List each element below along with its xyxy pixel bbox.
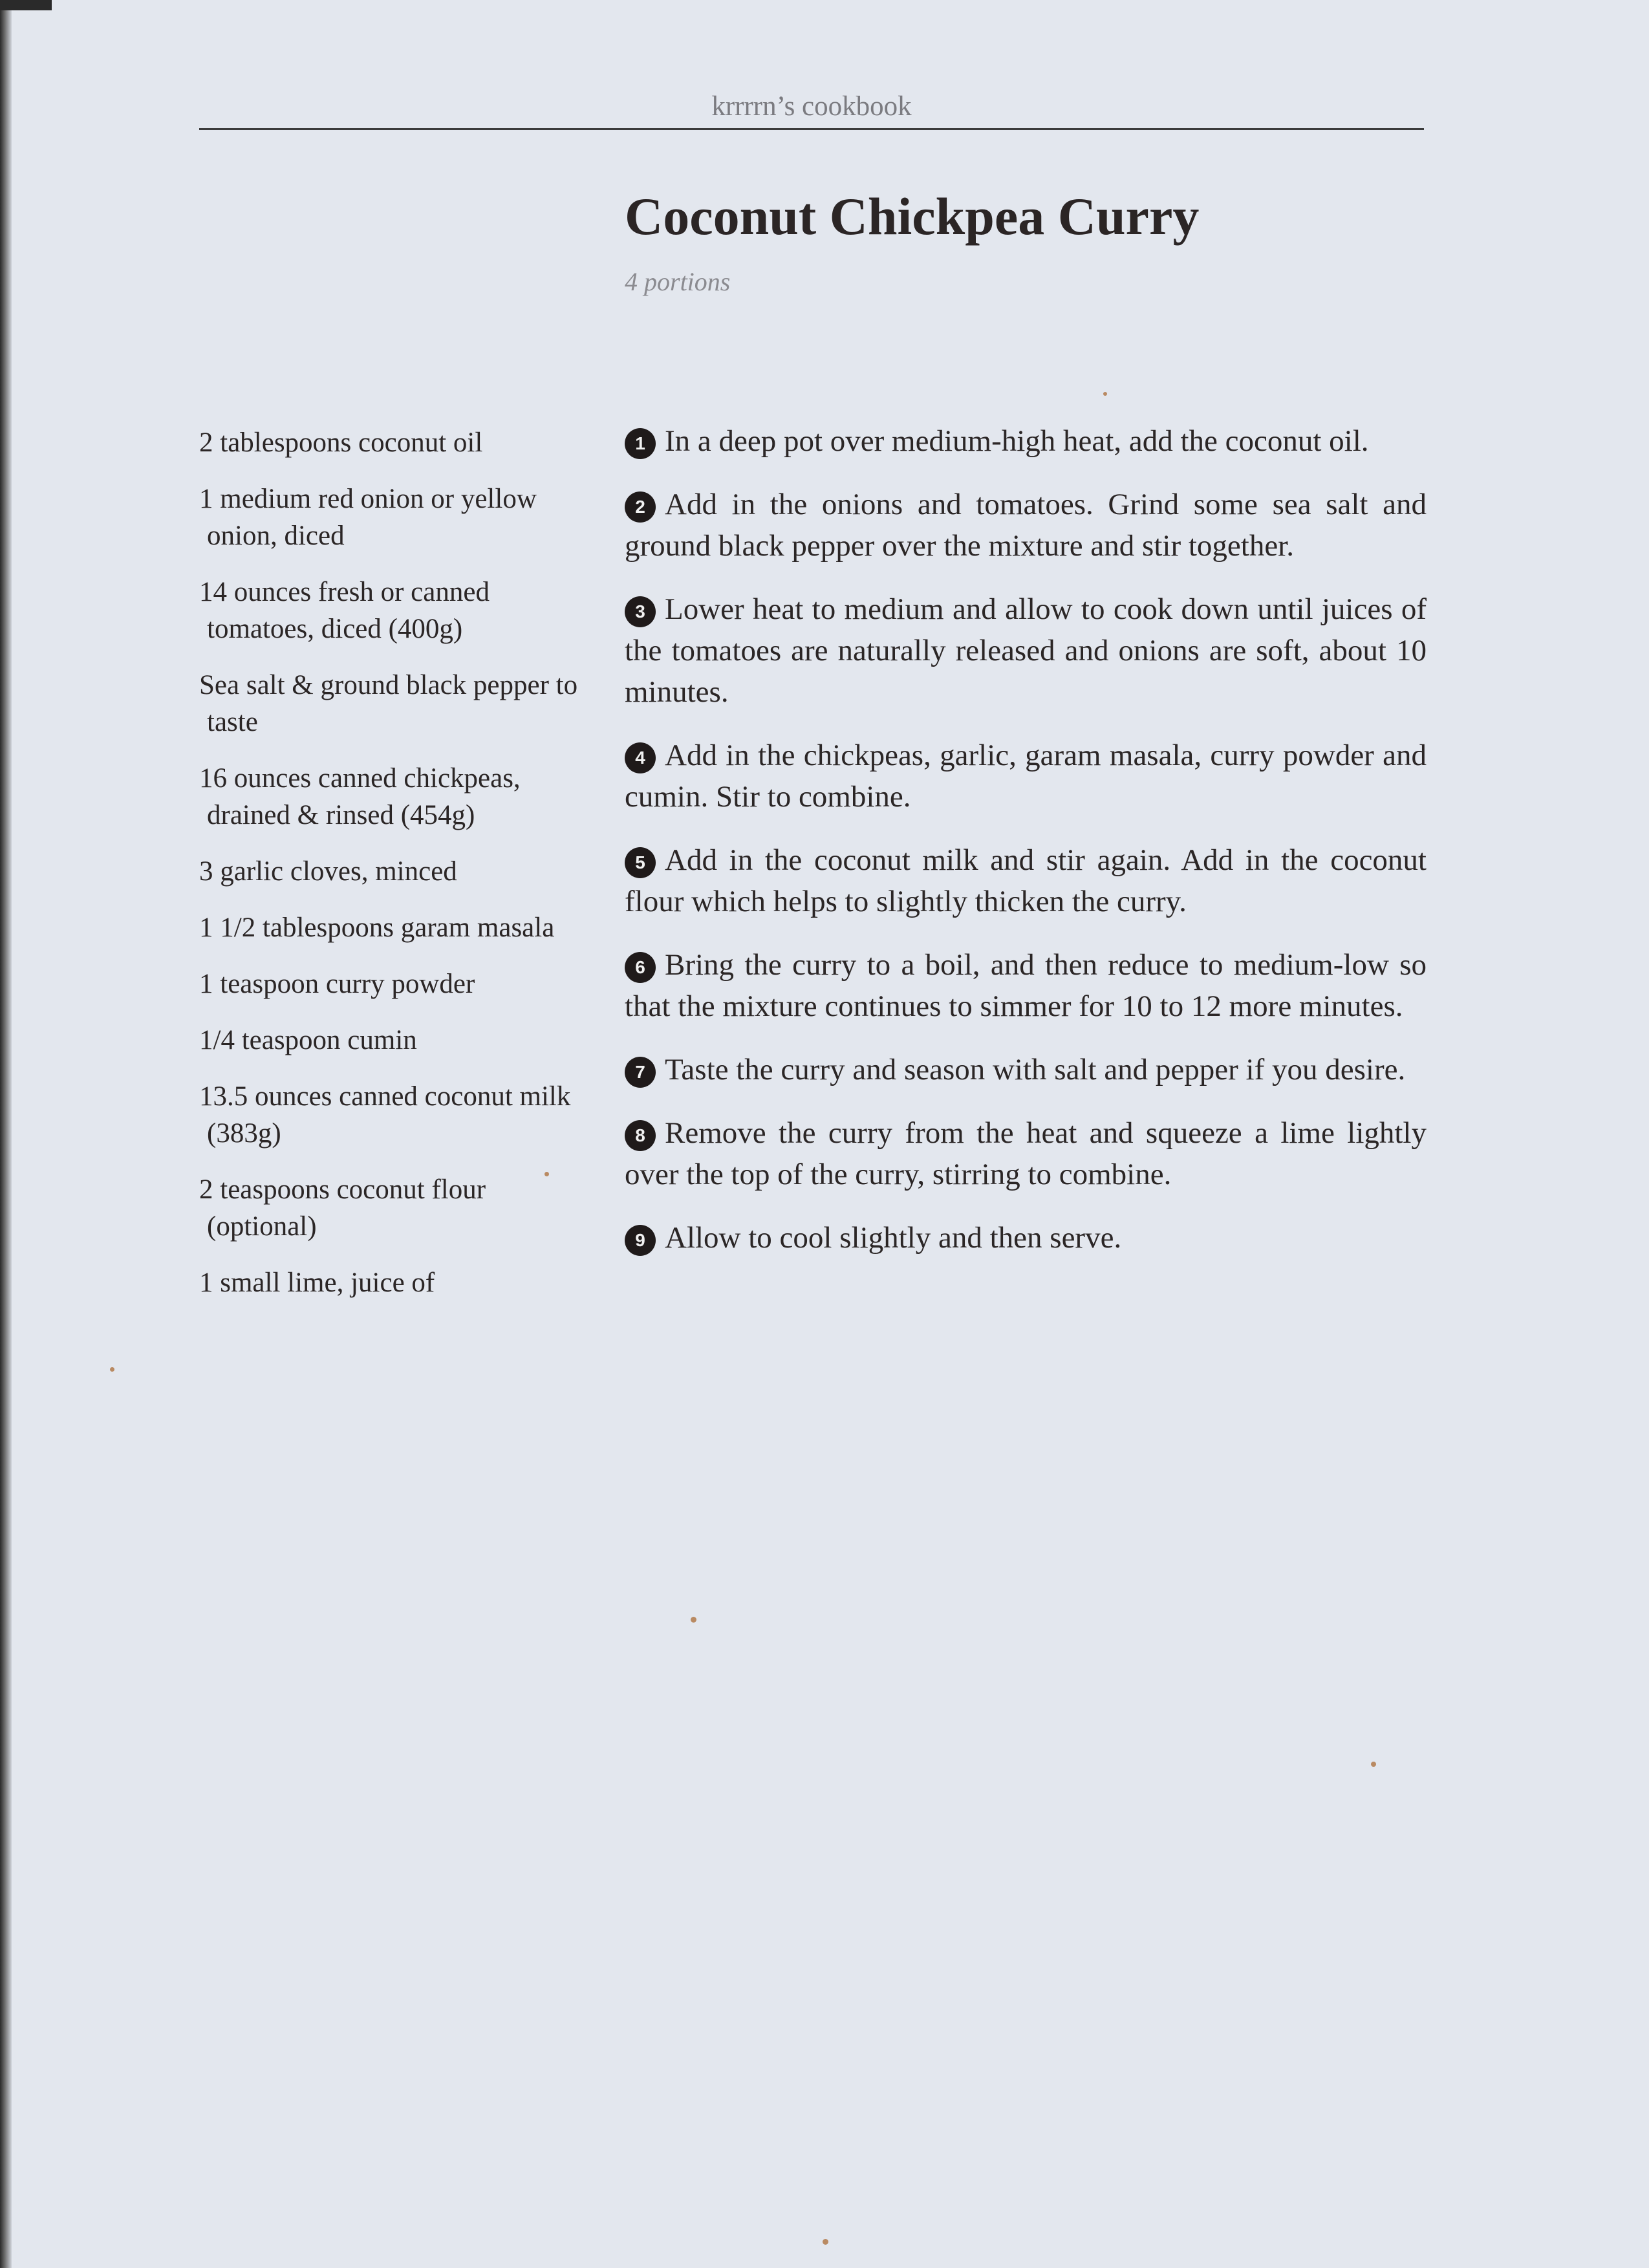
instruction-step — [625, 1049, 1427, 1090]
step-number-badge: 3 — [625, 596, 656, 627]
header-rule — [199, 128, 1424, 130]
ingredient-item: 1/4 teaspoon cumin — [199, 1025, 417, 1055]
ingredient-item: 14 ounces fresh or canned tomatoes, diced (400g) — [199, 577, 490, 644]
recipe-title: Coconut Chickpea Curry — [625, 187, 1200, 246]
running-header: krrrrn’s cookbook — [711, 91, 912, 122]
instruction-step — [625, 420, 1427, 462]
ingredient-item: 2 teaspoons coconut flour (optional) — [199, 1174, 486, 1242]
step-text: Add in the coconut milk and stir again. Add in the coconut flour which helps to slightly thicken the curry. — [625, 843, 1427, 918]
instruction-step — [625, 1112, 1427, 1195]
step-number-badge: 7 — [625, 1057, 656, 1088]
step-text: In a deep pot over medium-high heat, add the coconut oil. — [665, 424, 1369, 458]
step-text: Taste the curry and season with salt and pepper if you desire. — [665, 1053, 1406, 1086]
scan-shadow-corner — [0, 0, 52, 10]
instruction-list — [625, 420, 1427, 1280]
step-number-badge: 4 — [625, 742, 656, 773]
scan-shadow-edge — [0, 0, 12, 2268]
ingredient-item: Sea salt & ground black pepper to taste — [199, 670, 578, 737]
paper-speck — [1103, 392, 1107, 396]
step-text: Add in the onions and tomatoes. Grind some sea salt and ground black pepper over the mixture and stir together. — [625, 488, 1427, 563]
step-number-badge: 9 — [625, 1225, 656, 1256]
step-text: Lower heat to medium and allow to cook down until juices of the tomatoes are naturally released and onions are soft, about 10 minutes. — [625, 592, 1427, 709]
step-text: Bring the curry to a boil, and then reduce to medium-low so that the mixture continues to simmer for 10 to 12 more minutes. — [625, 948, 1427, 1023]
instruction-step — [625, 484, 1427, 567]
step-number-badge: 6 — [625, 952, 656, 983]
paper-speck — [110, 1367, 114, 1372]
step-number-badge: 8 — [625, 1120, 656, 1151]
ingredient-item: 1 medium red onion or yellow onion, diced — [199, 484, 537, 551]
ingredient-list — [199, 424, 594, 1321]
instruction-step — [625, 944, 1427, 1027]
ingredient-item: 1 teaspoon curry powder — [199, 969, 475, 999]
step-number-badge: 5 — [625, 847, 656, 878]
recipe-portions: 4 portions — [625, 267, 731, 296]
paper-speck — [691, 1617, 696, 1623]
ingredient-item: 3 garlic cloves, minced — [199, 856, 457, 887]
instruction-step — [625, 735, 1427, 817]
step-number-badge: 2 — [625, 491, 656, 523]
ingredient-item: 1 small lime, juice of — [199, 1268, 435, 1298]
ingredient-item: 1 1/2 tablespoons garam masala — [199, 913, 555, 943]
ingredient-item: 2 tablespoons coconut oil — [199, 427, 483, 458]
instruction-step — [625, 839, 1427, 922]
paper-speck — [823, 2239, 828, 2245]
step-number-badge: 1 — [625, 428, 656, 459]
instruction-step — [625, 1217, 1427, 1258]
step-text: Remove the curry from the heat and squeeze a lime lightly over the top of the curry, stirring to combine. — [625, 1116, 1427, 1191]
step-text: Allow to cool slightly and then serve. — [665, 1221, 1122, 1255]
instruction-step — [625, 589, 1427, 713]
ingredient-item: 16 ounces canned chickpeas, drained & rinsed (454g) — [199, 763, 521, 830]
paper-speck — [1371, 1762, 1376, 1767]
step-text: Add in the chickpeas, garlic, garam masala, curry powder and cumin. Stir to combine. — [625, 739, 1427, 814]
paper-speck — [544, 1172, 549, 1176]
ingredient-item: 13.5 ounces canned coconut milk (383g) — [199, 1081, 571, 1149]
